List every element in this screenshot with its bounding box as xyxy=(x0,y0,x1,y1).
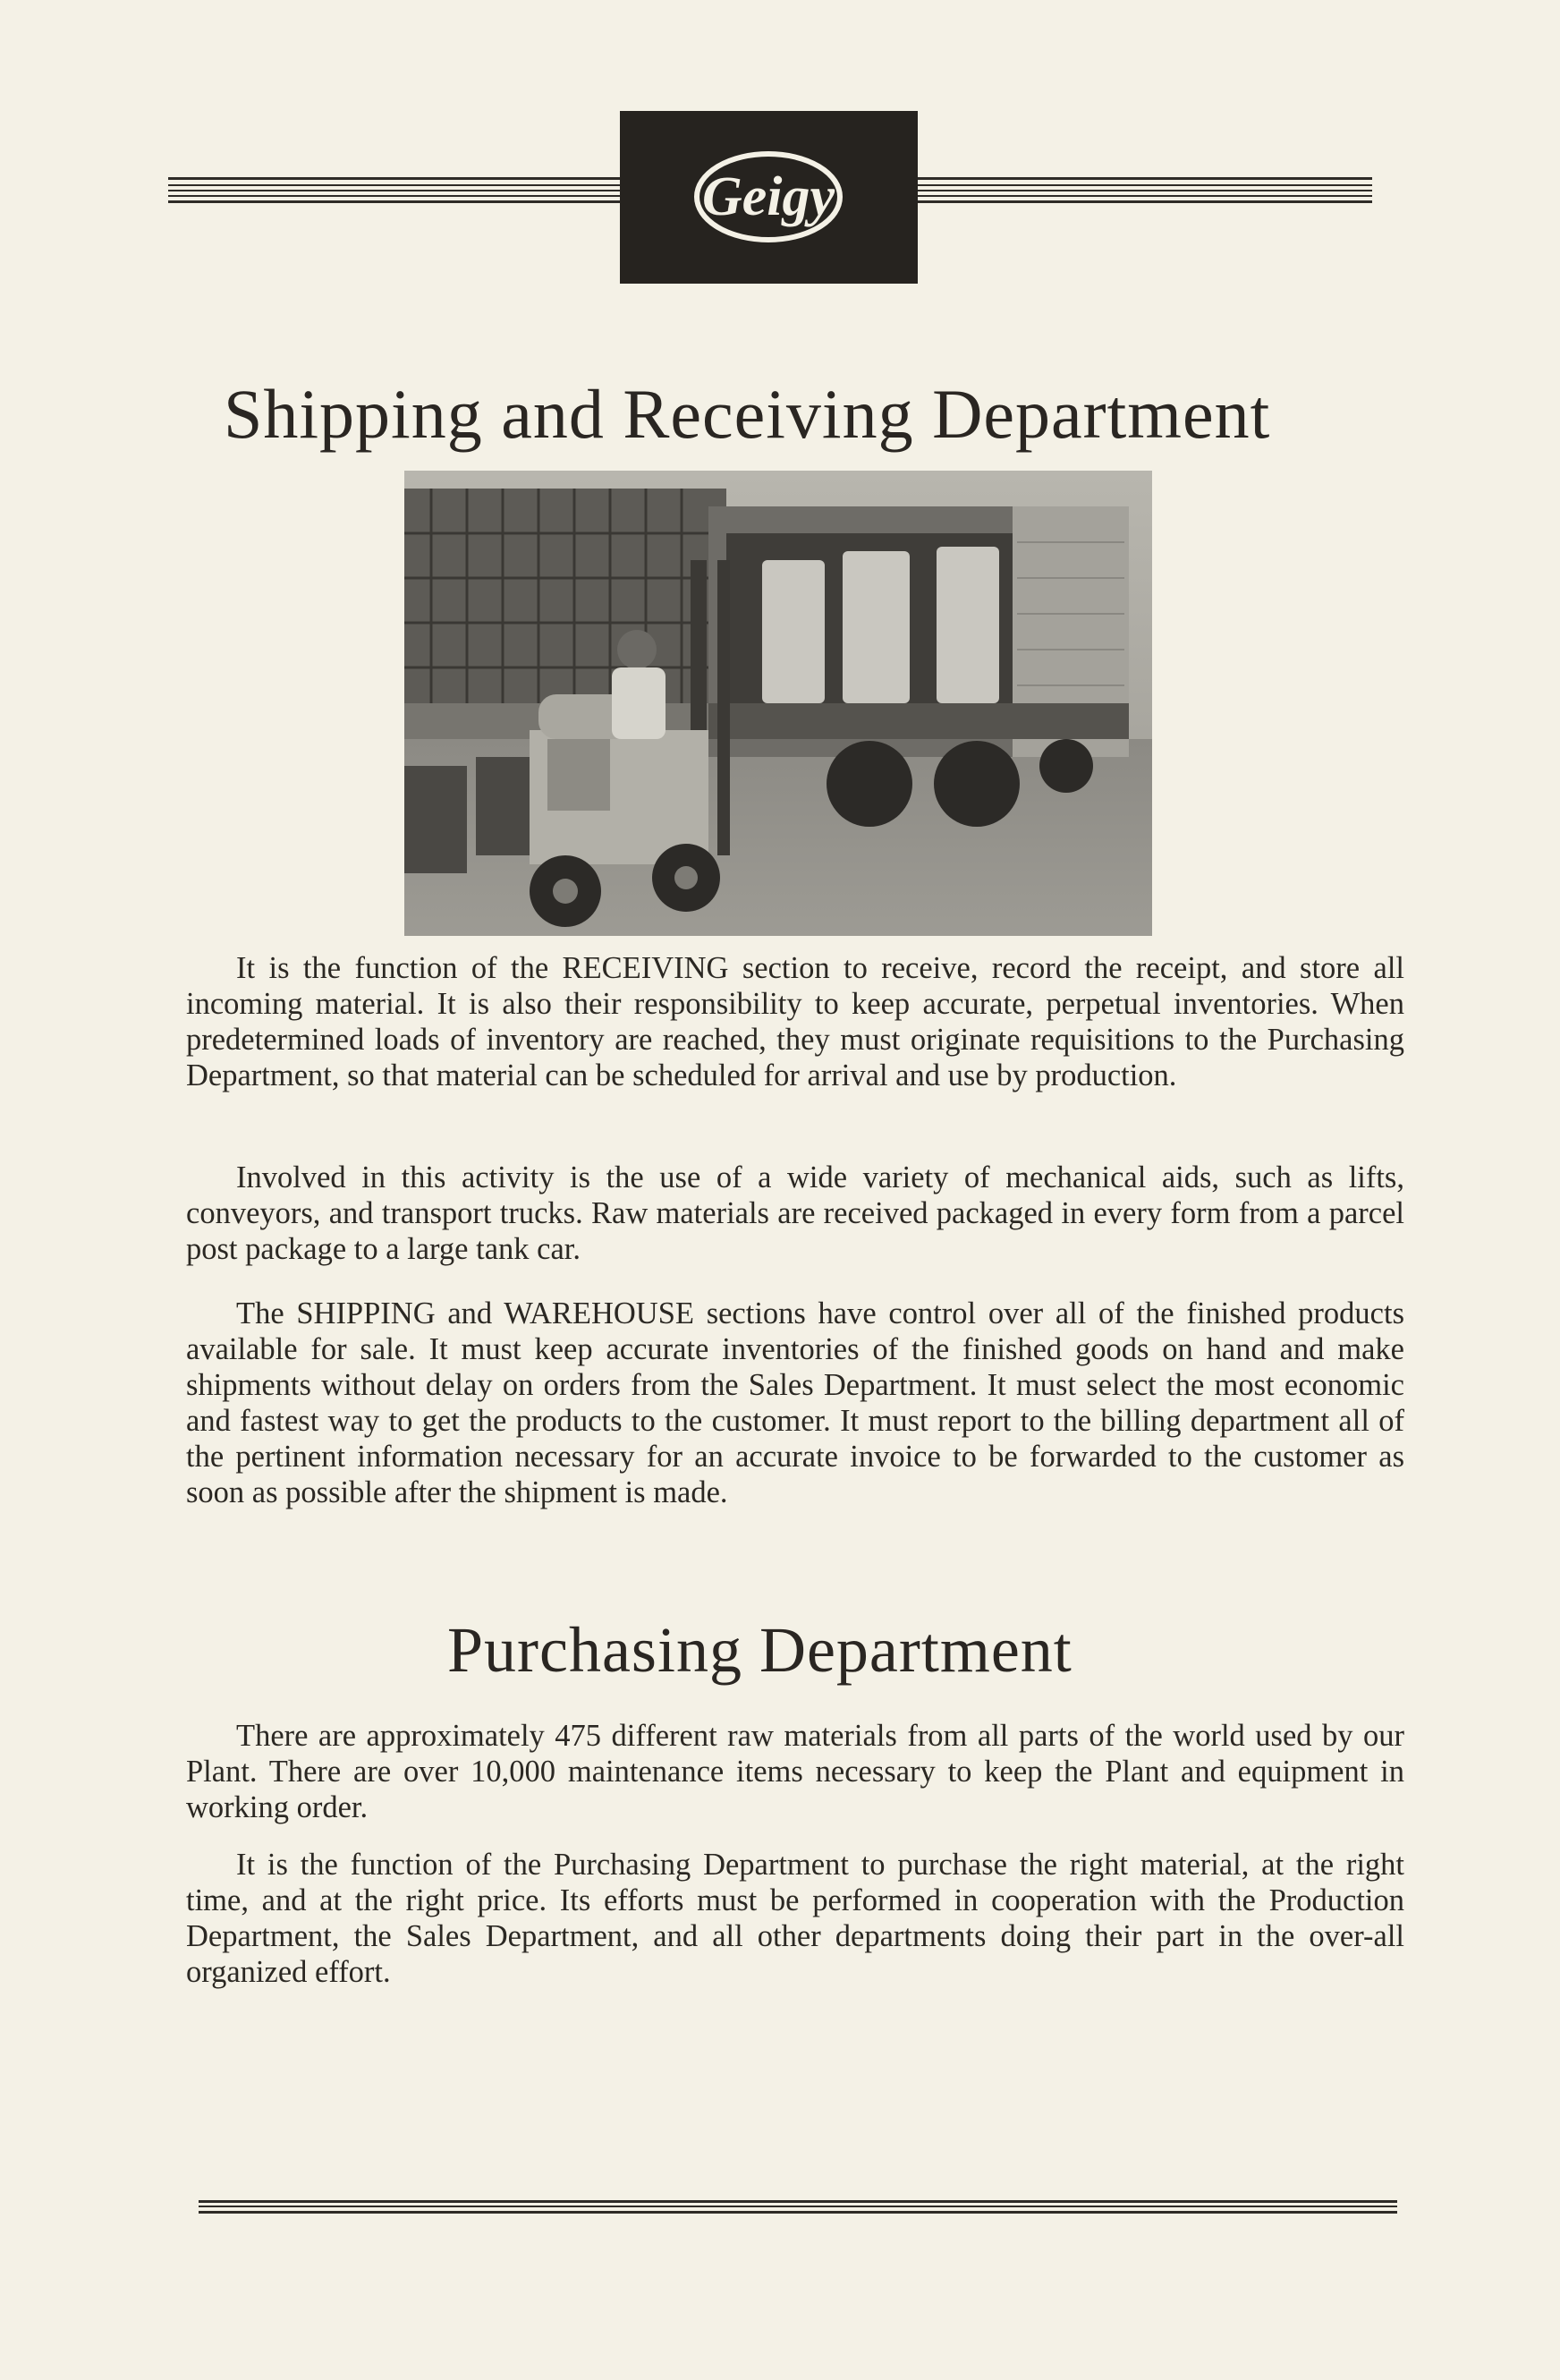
header-rule-left xyxy=(168,172,623,209)
page-title-shipping: Shipping and Receiving Department xyxy=(224,375,1271,453)
paragraph-mechanical-aids: Involved in this activity is the use of a wide variety of mechanical aids, such as lifts, conveyors, and transport trucks. Raw materials are received packaged in every form from a parcel post package to a large tank car. xyxy=(186,1160,1404,1266)
header-rule-right xyxy=(916,172,1372,209)
footer-rule xyxy=(199,2197,1397,2220)
paragraph-raw-materials: There are approximately 475 different raw materials from all parts of the world used by our Plant. There are over 10,000 maintenance items necessary to keep the Plant and equipment in working order. xyxy=(186,1719,1404,1824)
svg-text:Geigy: Geigy xyxy=(701,166,835,227)
geigy-logo-icon xyxy=(620,111,918,284)
forklift-photo xyxy=(404,471,1152,936)
paragraph-receiving: It is the function of the RECEIVING section to receive, record the receipt, and store all incoming material. It is also their responsibility to keep accurate, perpetual inventories. When predetermined loads of inventory are reached, they must originate requisitions to the Purchasing Department, so that material can be scheduled for arrival and use by production. xyxy=(186,951,1404,1092)
paragraph-purchasing-function: It is the function of the Purchasing Department to purchase the right material, at the right time, and at the right price. Its efforts must be performed in cooperation with the Production Department, the Sales Department, and all other departments doing their part in the over-all organized effort. xyxy=(186,1848,1404,1989)
paragraph-shipping-warehouse: The SHIPPING and WAREHOUSE sections have control over all of the finished products available for sale. It must keep accurate inventories of the finished goods on hand and make shipments without delay on orders from the Sales Department. It must select the most economic and fastest way to get the products to the customer. It must report to the billing department all of the pertinent information necessary for an accurate invoice to be forwarded to the customer as soon as possible after the shipment is made. xyxy=(186,1296,1404,1509)
forklift-loading-truck-photo-icon xyxy=(404,471,1152,936)
geigy-logo xyxy=(620,111,918,284)
page-title-purchasing: Purchasing Department xyxy=(447,1614,1072,1686)
